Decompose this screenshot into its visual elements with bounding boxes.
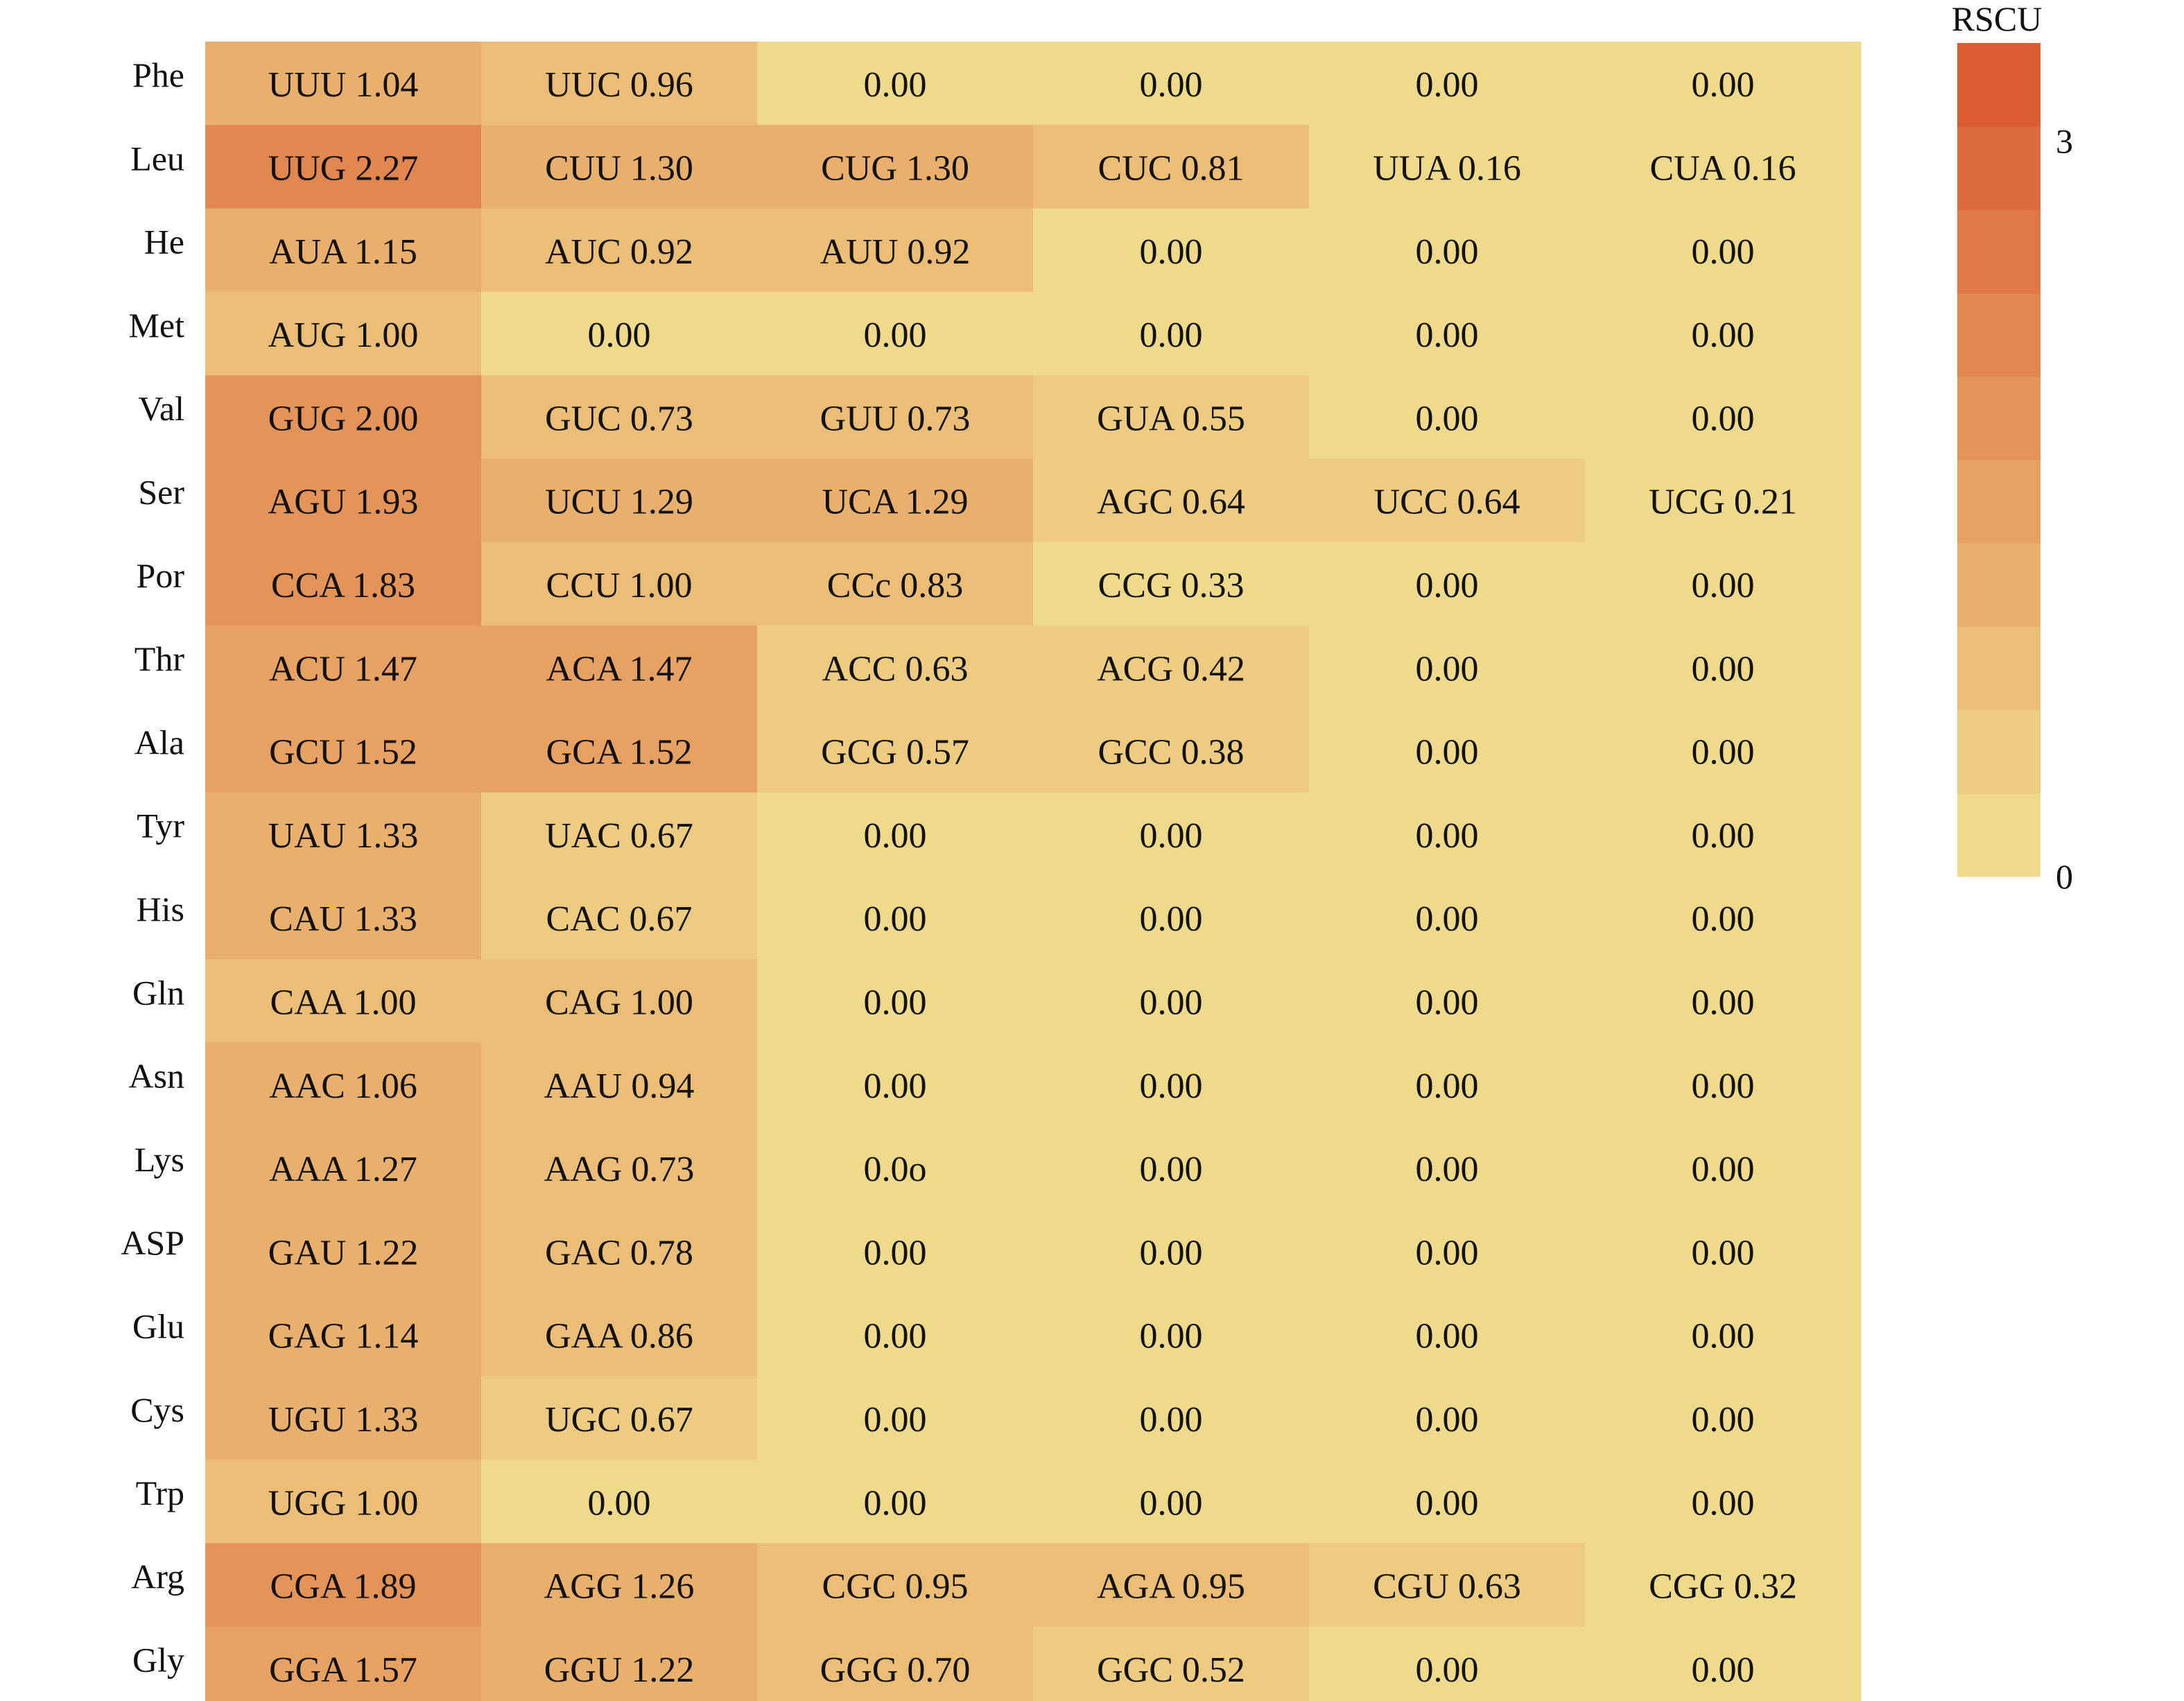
- cell-label: UCU 1.29: [545, 482, 693, 522]
- cell-label: AUC 0.92: [545, 232, 693, 272]
- row-label: Gly: [132, 1640, 184, 1680]
- cell-label: CGG 0.32: [1649, 1566, 1797, 1607]
- cell-label: UCA 1.29: [822, 482, 969, 522]
- cell-label: 0.00: [1139, 65, 1203, 105]
- cell-label: AGA 0.95: [1097, 1566, 1245, 1607]
- cell-label: CCU 1.00: [546, 565, 693, 605]
- cell-label: 0.00: [1139, 1483, 1203, 1523]
- cell-label: 0.00: [1415, 1066, 1479, 1106]
- cell-label: 0.00: [1415, 1233, 1479, 1273]
- cell-label: 0.00: [1415, 1650, 1479, 1690]
- row-label: Leu: [130, 139, 184, 178]
- cell-label: UUG 2.27: [268, 148, 419, 189]
- cell-label: GCC 0.38: [1098, 732, 1245, 772]
- cell-label: 0.00: [863, 899, 927, 940]
- cell-label: CCc 0.83: [826, 565, 964, 605]
- cell-label: 0.00: [1691, 65, 1755, 105]
- cell-label: 0.00: [1139, 1316, 1203, 1356]
- colorbar-segment: [1957, 793, 2040, 877]
- colorbar-tick-label: 3: [2056, 121, 2073, 161]
- row-label: Asn: [128, 1056, 184, 1096]
- cell-label: 0.00: [1415, 1483, 1479, 1523]
- colorbar-segment: [1957, 209, 2040, 293]
- row-label: His: [136, 890, 184, 929]
- cell-label: 0.00: [863, 983, 927, 1023]
- row-label: Val: [138, 389, 184, 429]
- cell-label: GCG 0.57: [821, 732, 969, 772]
- cell-label: UAC 0.67: [545, 815, 693, 856]
- cell-label: 0.00: [863, 1316, 927, 1356]
- cell-label: 0.00: [1691, 1650, 1755, 1690]
- cell-label: 0.00: [1691, 316, 1755, 356]
- cell-label: 0.00: [587, 316, 651, 356]
- row-labels: [121, 55, 184, 1680]
- colorbar-tick-label: 0: [2056, 857, 2073, 896]
- cell-label: AUA 1.15: [269, 232, 417, 272]
- cell-label: 0.00: [1139, 1399, 1203, 1440]
- cell-label: 0.00: [1691, 983, 1755, 1023]
- cell-label: CGC 0.95: [822, 1566, 969, 1607]
- colorbar-segment: [1957, 626, 2040, 710]
- colorbar-segment: [1957, 710, 2040, 794]
- colorbar-segment: [1957, 126, 2040, 210]
- cell-label: GCA 1.52: [546, 732, 693, 772]
- cell-label: 0.00: [1691, 565, 1755, 605]
- cell-label: AGC 0.64: [1097, 482, 1245, 522]
- cell-label: 0.00: [1139, 316, 1203, 356]
- cell-label: 0.00: [1139, 1150, 1203, 1190]
- cell-label: UGU 1.33: [268, 1399, 419, 1440]
- cell-label: 0.00: [1415, 1316, 1479, 1356]
- row-label: Phe: [132, 55, 184, 94]
- cell-label: 0.00: [587, 1483, 651, 1523]
- heatmap-cells: [205, 42, 1862, 1701]
- cell-label: CUU 1.30: [545, 148, 693, 189]
- row-label: Met: [128, 305, 184, 345]
- cell-label: GUG 2.00: [268, 399, 419, 439]
- cell-label: 0.00: [1691, 1233, 1755, 1273]
- cell-label: 0.00: [1691, 1399, 1755, 1440]
- colorbar-segment: [1957, 543, 2040, 627]
- cell-label: AAC 1.06: [269, 1066, 417, 1106]
- cell-label: UAU 1.33: [268, 815, 419, 856]
- cell-label: AGU 1.93: [268, 482, 419, 522]
- cell-label: 0.00: [1691, 815, 1755, 856]
- cell-label: 0.00: [863, 316, 927, 356]
- row-label: Trp: [135, 1474, 184, 1513]
- cell-label: CGA 1.89: [270, 1566, 417, 1607]
- cell-label: 0.00: [1415, 649, 1479, 689]
- cell-label: GGA 1.57: [269, 1650, 417, 1690]
- colorbar-segment: [1957, 43, 2040, 127]
- cell-label: AAA 1.27: [269, 1150, 417, 1190]
- cell-label: 0.00: [1691, 1483, 1755, 1523]
- cell-label: ACC 0.63: [822, 649, 969, 689]
- cell-label: 0.00: [1139, 899, 1203, 940]
- cell-label: CAC 0.67: [546, 899, 693, 940]
- cell-label: CUG 1.30: [821, 148, 969, 189]
- cell-label: 0.00: [1415, 232, 1479, 272]
- cell-label: GAC 0.78: [545, 1233, 693, 1273]
- row-label: He: [144, 222, 184, 261]
- cell-label: 0.00: [863, 1066, 927, 1106]
- cell-label: AUG 1.00: [268, 316, 419, 356]
- colorbar-title: RSCU: [1951, 0, 2043, 38]
- colorbar: [1952, 0, 2073, 896]
- cell-label: 0.00: [863, 1483, 927, 1523]
- cell-label: 0.00: [863, 65, 927, 105]
- cell-label: GUU 0.73: [820, 399, 971, 439]
- cell-label: UGC 0.67: [545, 1399, 693, 1440]
- row-label: Tyr: [137, 806, 184, 845]
- cell-label: 0.00: [1415, 399, 1479, 439]
- row-label: Thr: [134, 639, 184, 679]
- cell-label: UCC 0.64: [1373, 482, 1520, 522]
- cell-label: GUC 0.73: [545, 399, 693, 439]
- colorbar-segment: [1957, 293, 2040, 377]
- cell-label: 0.00: [1139, 1066, 1203, 1106]
- cell-label: 0.00: [1691, 1316, 1755, 1356]
- cell-label: 0.00: [1139, 232, 1203, 272]
- colorbar-segment: [1957, 377, 2040, 460]
- cell-label: UUU 1.04: [268, 65, 419, 105]
- cell-label: ACG 0.42: [1097, 649, 1245, 689]
- cell-label: 0.00: [1415, 65, 1479, 105]
- cell-label: GGU 1.22: [544, 1650, 695, 1690]
- cell-label: UCG 0.21: [1649, 482, 1797, 522]
- cell-label: 0.00: [1415, 899, 1479, 940]
- cell-label: 0.00: [1691, 732, 1755, 772]
- cell-label: AGG 1.26: [544, 1566, 695, 1607]
- cell-label: 0.00: [1415, 983, 1479, 1023]
- row-label: Por: [136, 555, 184, 595]
- row-label: Ala: [134, 723, 184, 762]
- cell-label: GAU 1.22: [268, 1233, 419, 1273]
- cell-label: GUA 0.55: [1097, 399, 1245, 439]
- cell-label: 0.00: [863, 1399, 927, 1440]
- row-label: Arg: [131, 1557, 184, 1596]
- cell-label: GAG 1.14: [268, 1316, 419, 1356]
- cell-label: 0.00: [1139, 815, 1203, 856]
- cell-label: AAU 0.94: [544, 1066, 695, 1106]
- cell-label: CAG 1.00: [545, 983, 693, 1023]
- cell-label: ACA 1.47: [546, 649, 693, 689]
- colorbar-segment: [1957, 460, 2040, 544]
- cell-label: 0.00: [863, 815, 927, 856]
- row-label: Gln: [132, 973, 184, 1012]
- row-label: Lys: [134, 1139, 184, 1179]
- cell-label: GGG 0.70: [820, 1650, 971, 1690]
- cell-label: ACU 1.47: [269, 649, 417, 689]
- cell-label: CUC 0.81: [1098, 148, 1245, 189]
- cell-label: 0.00: [1139, 1233, 1203, 1273]
- cell-label: GAA 0.86: [545, 1316, 693, 1356]
- cell-label: CAA 1.00: [270, 983, 417, 1023]
- row-label: Ser: [138, 472, 184, 512]
- cell-label: 0.00: [1139, 983, 1203, 1023]
- cell-label: AAG 0.73: [544, 1150, 695, 1190]
- cell-label: CGU 0.63: [1373, 1566, 1521, 1607]
- cell-label: 0.00: [1415, 1150, 1479, 1190]
- row-label: ASP: [121, 1223, 184, 1263]
- cell-label: 0.00: [1691, 649, 1755, 689]
- cell-label: 0.00: [1415, 1399, 1479, 1440]
- cell-label: 0.00: [1415, 565, 1479, 605]
- cell-label: AUU 0.92: [820, 232, 971, 272]
- cell-label: 0.00: [1415, 815, 1479, 856]
- cell-label: CCG 0.33: [1098, 565, 1245, 605]
- cell-label: 0.00: [1691, 1066, 1755, 1106]
- cell-label: 0.00: [1415, 732, 1479, 772]
- cell-label: CCA 1.83: [270, 565, 416, 605]
- cell-label: 0.00: [1691, 899, 1755, 940]
- row-label: Glu: [132, 1306, 184, 1346]
- cell-label: 0.00: [1691, 399, 1755, 439]
- cell-label: 0.00: [1415, 316, 1479, 356]
- cell-label: UUC 0.96: [545, 65, 693, 105]
- cell-label: 0.00: [1691, 232, 1755, 272]
- cell-label: GCU 1.52: [269, 732, 417, 772]
- row-label: Cys: [130, 1390, 184, 1429]
- cell-label: UUA 0.16: [1373, 148, 1521, 189]
- cell-label: GGC 0.52: [1097, 1650, 1245, 1690]
- cell-label: UGG 1.00: [268, 1483, 419, 1523]
- cell-label: 0.0o: [863, 1150, 927, 1190]
- cell-label: 0.00: [1691, 1150, 1755, 1190]
- cell-label: 0.00: [863, 1233, 927, 1273]
- cell-label: CAU 1.33: [269, 899, 417, 940]
- cell-label: CUA 0.16: [1649, 148, 1796, 189]
